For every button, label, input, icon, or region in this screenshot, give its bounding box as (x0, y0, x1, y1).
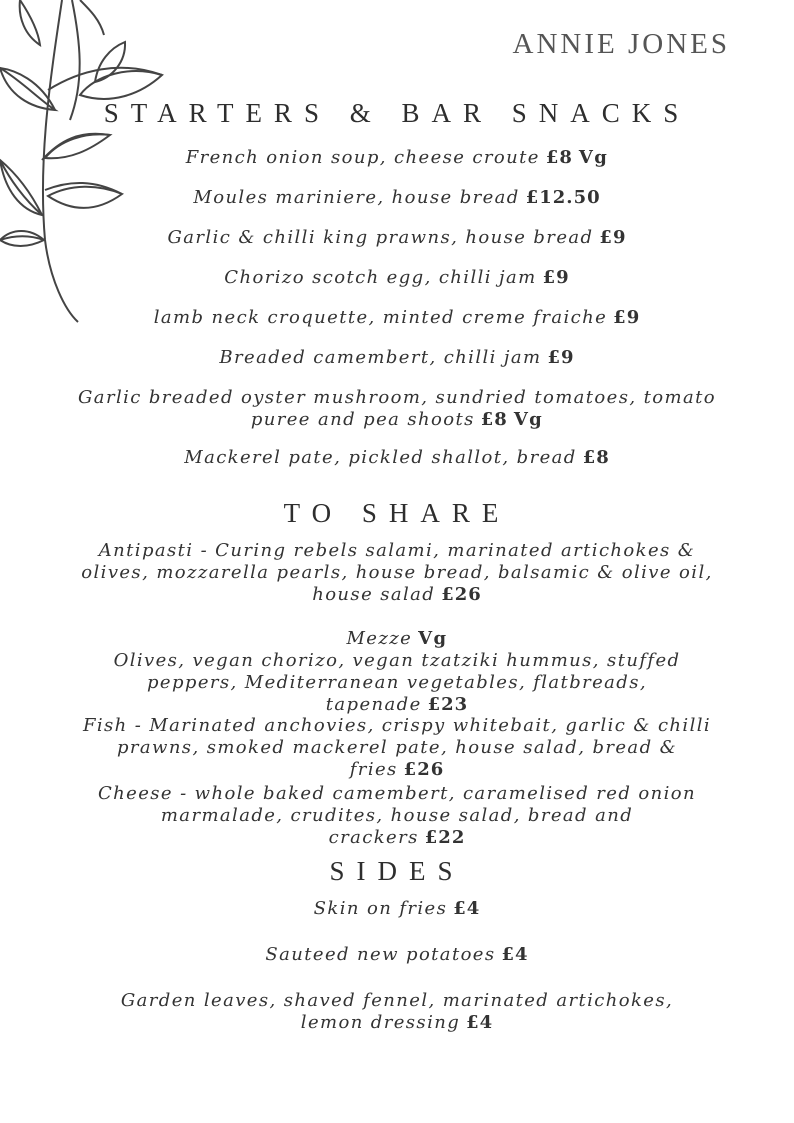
menu-item: Garlic & chilli king prawns, house bread £9 (167, 227, 627, 248)
section-title-sides: SIDES (329, 856, 465, 886)
section-title-starters: STARTERS & BAR SNACKS (103, 98, 691, 128)
menu-item: Mezze Vg (346, 628, 448, 649)
section-title-to-share: TO SHARE (283, 498, 511, 528)
menu-item: Sauteed new potatoes £4 (265, 944, 529, 965)
menu-item: lamb neck croquette, minted creme fraiche £9 (153, 307, 641, 328)
menu-item: Mackerel pate, pickled shallot, bread £8 (184, 447, 610, 468)
menu-item: Breaded camembert, chilli jam £9 (219, 347, 575, 368)
menu-item: Cheese - whole baked camembert, caramelised red onion marmalade, crudites, house salad, bread and crackers £22 (97, 783, 696, 848)
menu-item: Garden leaves, shaved fennel, marinated artichokes, lemon dressing £4 (120, 990, 674, 1033)
menu-item: Moules mariniere, house bread £12.50 (193, 187, 601, 208)
menu-item: Skin on fries £4 (313, 898, 481, 919)
menu-item: Fish - Marinated anchovies, crispy whitebait, garlic & chilli prawns, smoked mackerel pate, house salad, bread & fries £26 (82, 715, 712, 780)
menu-item: French onion soup, cheese croute £8 Vg (185, 147, 609, 168)
menu-item-description: Olives, vegan chorizo, vegan tzatziki hummus, stuffed peppers, Mediterranean vegetables, flatbreads, tapenade £23 (113, 650, 681, 715)
menu-item: Garlic breaded oyster mushroom, sundried tomatoes, tomato puree and pea shoots £8 Vg (78, 387, 716, 430)
restaurant-name: ANNIE JONES (512, 28, 730, 60)
menu-item: Antipasti - Curing rebels salami, marinated artichokes & olives, mozzarella pearls, house bread, balsamic & olive oil, house salad £26 (81, 540, 713, 605)
menu-item: Chorizo scotch egg, chilli jam £9 (224, 267, 570, 288)
